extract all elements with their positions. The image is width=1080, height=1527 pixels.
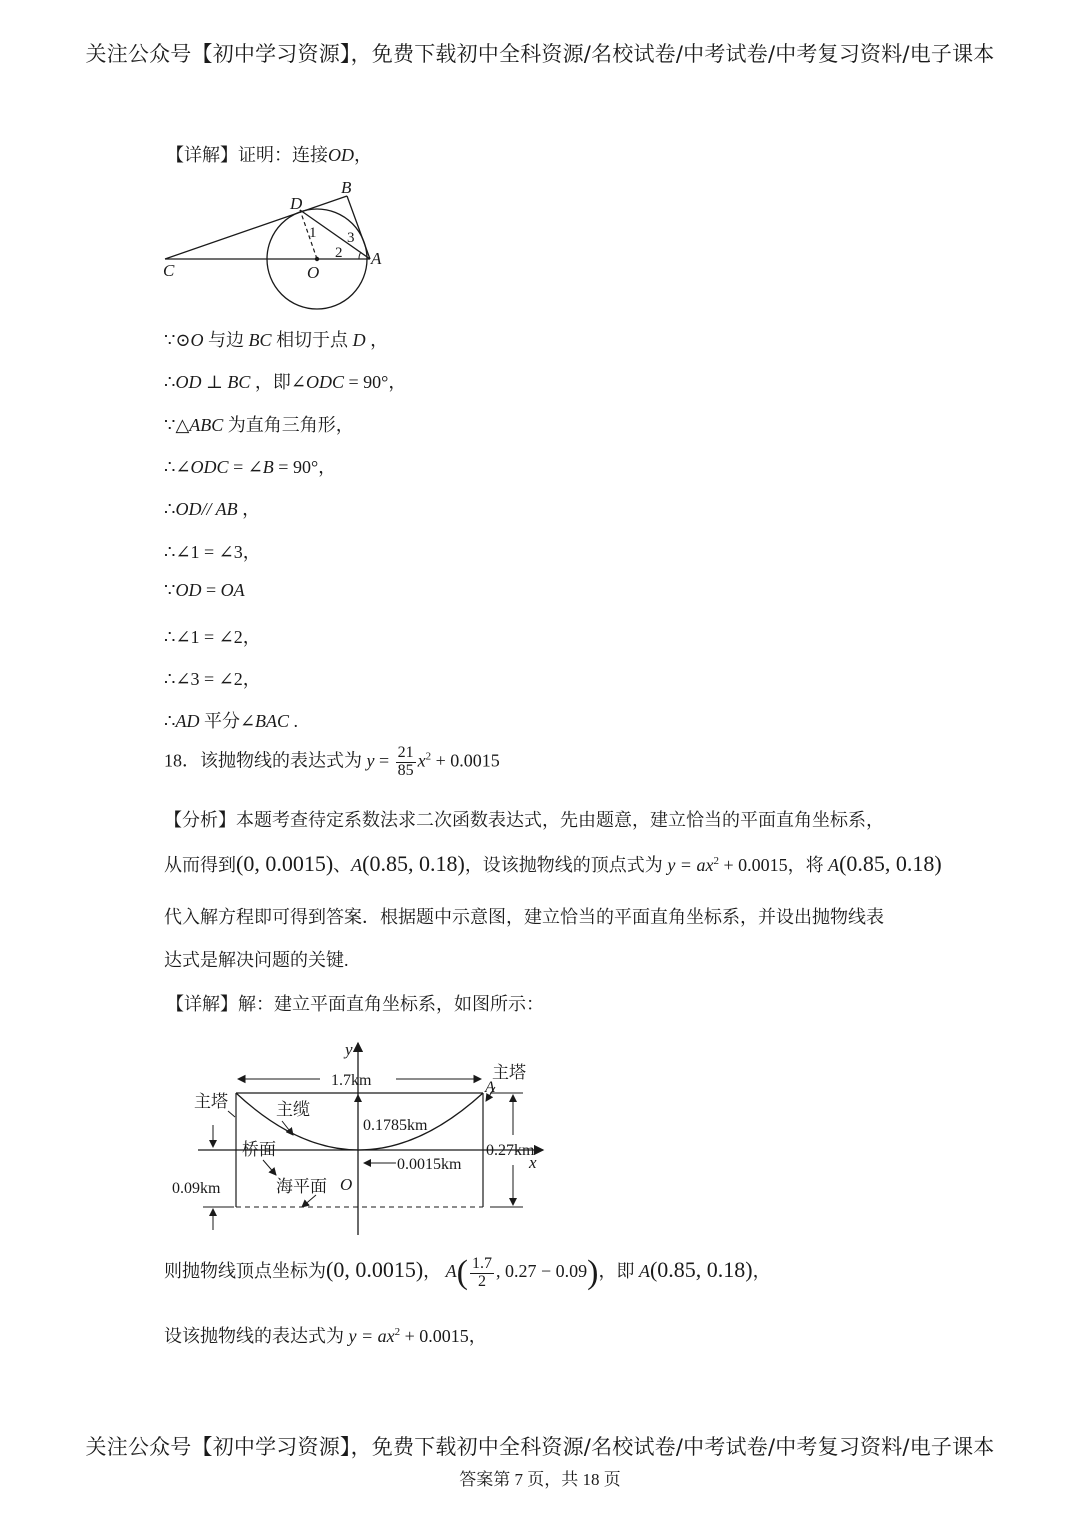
- set-expression-line: 设该抛物线的表达式为 $y = ax^2 + 0.0015$，: [164, 1326, 487, 1346]
- fraction-21-85: $\frac{21}{85}$: [397, 744, 414, 779]
- label-x: x: [529, 1153, 537, 1172]
- proof-header-end: ，: [354, 145, 372, 165]
- cable-pointer: [282, 1121, 293, 1135]
- detail-tag: 【详解】: [166, 145, 238, 165]
- proof-intro: 证明：连接: [238, 145, 328, 165]
- line-cb: [165, 196, 347, 259]
- q18-prefix: 18．该抛物线的表达式为: [164, 750, 367, 771]
- proof-step: ∴OD ⊥ BC ，即∠ODC = 90°，: [164, 372, 407, 392]
- proof-step: ∴∠3 = ∠2，: [164, 669, 261, 689]
- label-o: O: [340, 1175, 353, 1194]
- analysis-line-3: 代入解方程即可得到答案．根据题中示意图，建立恰当的平面直角坐标系，并设出抛物线表: [164, 907, 884, 927]
- label-009: 0.09km: [172, 1180, 221, 1197]
- analysis-line-2: 从而得到(0, 0.0015)、A(0.85, 0.18)，设该抛物线的顶点式为 $y = ax^2 + 0.0015$，将 A(0.85, 0.18): [164, 851, 942, 876]
- label-angle-2: 2: [335, 245, 343, 261]
- analysis-line-1: 【分析】本题考查待定系数法求二次函数表达式，先由题意，建立恰当的平面直角坐标系，: [164, 810, 884, 830]
- proof-step: ∵⊙O 与边 BC 相切于点 D ，: [164, 330, 389, 350]
- label-027: 0.27km: [486, 1142, 535, 1159]
- line-ba: [347, 196, 370, 259]
- proof-step: ∵OD = OA: [164, 580, 245, 600]
- label-tower-left: 主塔: [194, 1092, 228, 1111]
- label-span: 1.7km: [331, 1072, 372, 1089]
- label-o: O: [307, 263, 320, 282]
- label-angle-3: 3: [347, 230, 355, 246]
- label-d: D: [290, 194, 303, 213]
- label-angle-1: 1: [309, 225, 317, 241]
- label-y: y: [345, 1040, 353, 1059]
- label-point-a: A: [485, 1079, 495, 1096]
- label-cable: 主缆: [276, 1100, 310, 1119]
- segment-od: OD: [328, 145, 354, 165]
- label-c: C: [163, 261, 175, 280]
- top-banner: 关注公众号【初中学习资源】，免费下载初中全科资源/名校试卷/中考试卷/中考复习资料/电子课本: [85, 42, 995, 66]
- tower-left-pointer: [228, 1111, 235, 1117]
- deck-pointer: [263, 1160, 276, 1175]
- q18-answer: 18．该抛物线的表达式为 y = $\frac{21}{85}$ $x^2 + 0.0015$: [164, 744, 500, 779]
- bridge-coordinate-figure: [168, 1035, 568, 1240]
- analysis-line-4: 达式是解决问题的关键.: [164, 950, 349, 970]
- fraction-17-2: $\frac{1.7}{2}$: [471, 1254, 492, 1290]
- detail-header-2: 【详解】解：建立平面直角坐标系，如图所示：: [166, 994, 544, 1014]
- label-deck: 桥面: [242, 1140, 276, 1159]
- proof-header: [166, 141, 372, 167]
- proof-step: ∴∠1 = ∠2，: [164, 627, 261, 647]
- bottom-banner: 关注公众号【初中学习资源】，免费下载初中全科资源/名校试卷/中考试卷/中考复习资料/电子课本: [85, 1435, 995, 1459]
- label-b: B: [341, 178, 352, 197]
- label-tower-right: 主塔: [492, 1063, 526, 1082]
- angle-arc-a: [359, 252, 361, 259]
- page-number: 答案第 7 页，共 18 页: [459, 1470, 621, 1489]
- label-a: A: [371, 249, 382, 268]
- label-00015: 0.0015km: [397, 1156, 462, 1173]
- sea-pointer: [302, 1195, 316, 1207]
- label-sea: 海平面: [276, 1177, 327, 1196]
- proof-step: ∴∠ODC = ∠B = 90°，: [164, 457, 337, 477]
- proof-step: ∵△ABC 为直角三角形，: [164, 415, 354, 435]
- point-o: [315, 257, 319, 261]
- vertex-line: 则抛物线顶点坐标为(0, 0.0015)， A( $\frac{1.7}{2}$ , 0.27 − 0.09)，即 A(0.85, 0.18)，: [164, 1254, 771, 1291]
- geometry-figure-circle: [155, 172, 400, 317]
- label-01785: 0.1785km: [363, 1117, 428, 1134]
- proof-step: ∴OD// AB ，: [164, 499, 261, 519]
- proof-step: ∴∠1 = ∠3，: [164, 542, 261, 562]
- proof-step: ∴AD 平分∠BAC .: [164, 711, 299, 731]
